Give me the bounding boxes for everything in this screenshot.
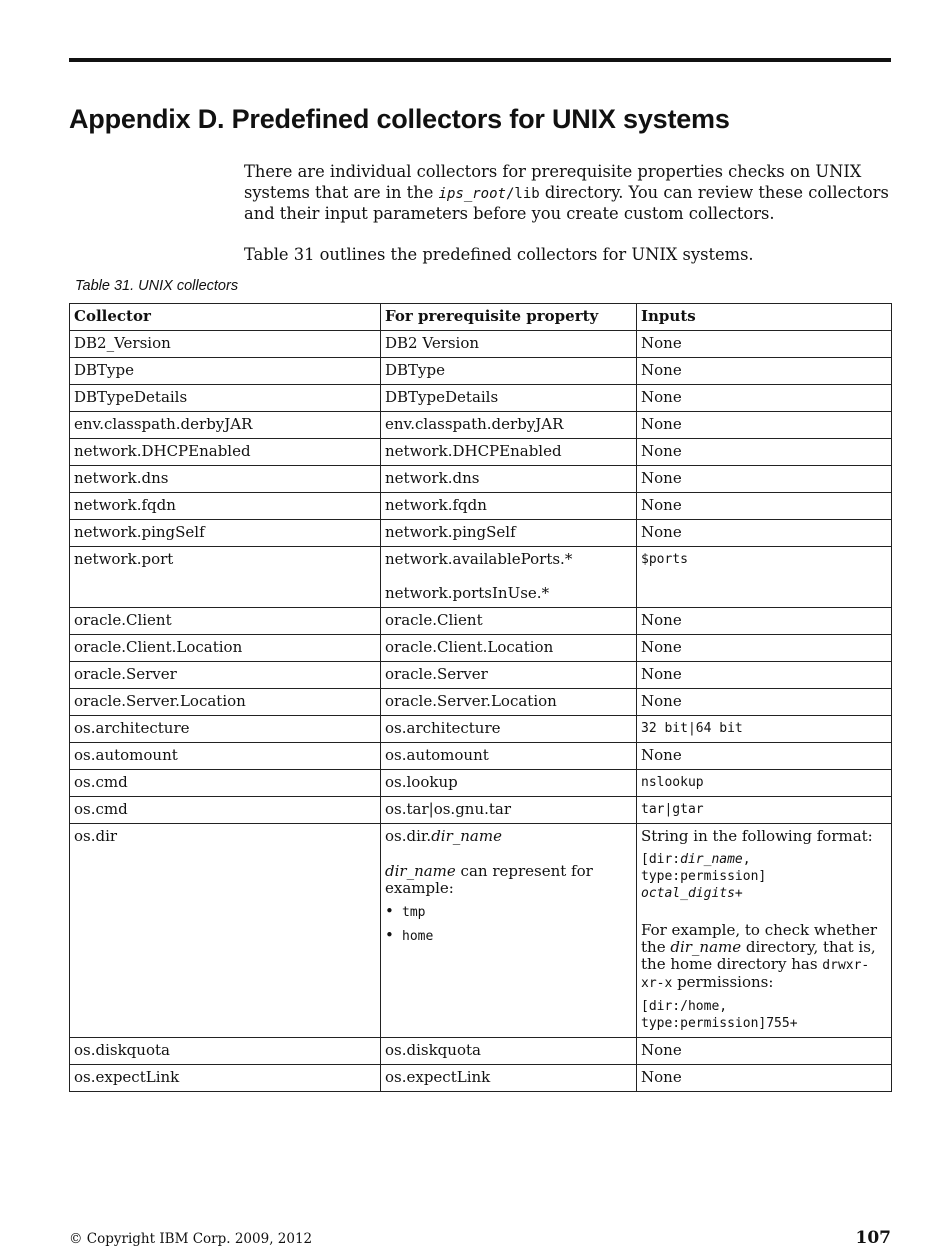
dir-sample-l1: [dir:/home,: [641, 999, 728, 1014]
dir-format-l1a: [dir:: [641, 852, 681, 867]
property-cell: oracle.Client: [381, 608, 637, 635]
dir-example-home: home: [402, 929, 434, 944]
table-row: [70, 493, 892, 520]
collector-cell: network.port: [70, 547, 381, 608]
table-header-row: [70, 304, 892, 331]
dir-example-b: directory, that is, the home directory has: [641, 938, 876, 973]
table-row: [70, 635, 892, 662]
inputs-cell: None: [637, 385, 892, 412]
collector-cell: oracle.Client.Location: [70, 635, 381, 662]
inputs-cell: tar|gtar: [637, 797, 892, 824]
inputs-cell: None: [637, 608, 892, 635]
dir-example-c: permissions:: [672, 973, 774, 991]
dir-note-var: dir_name: [385, 862, 456, 880]
table-row: [70, 331, 892, 358]
header-inputs: Inputs: [637, 304, 892, 331]
page-title: Appendix D. Predefined collectors for UNIX systems: [69, 104, 730, 134]
inputs-cell: None: [637, 358, 892, 385]
intro-text-1: There are individual collectors for prerequisite properties checks on UNIX systems that are in the: [244, 162, 862, 202]
collectors-table: [69, 303, 892, 1092]
header-property: For prerequisite property: [381, 304, 637, 331]
dir-format-l2: type:permission]: [641, 869, 767, 884]
dir-property-var: dir_name: [431, 827, 502, 845]
collector-cell: os.dir: [70, 824, 381, 1038]
inputs-cell: None: [637, 689, 892, 716]
top-rule: [69, 58, 891, 62]
property-cell: network.DHCPEnabled: [381, 439, 637, 466]
list-item: [385, 903, 632, 921]
collector-cell: DBTypeDetails: [70, 385, 381, 412]
table-row-os-dir: [70, 824, 892, 1038]
dir-note: [385, 863, 632, 897]
inputs-cell: [637, 824, 892, 1038]
dir-sample-code: [641, 998, 887, 1032]
property-cell: os.tar|os.gnu.tar: [381, 797, 637, 824]
inputs-cell: None: [637, 662, 892, 689]
collector-cell: os.cmd: [70, 770, 381, 797]
footer-page-number: 107: [855, 1228, 891, 1248]
collector-cell: os.architecture: [70, 716, 381, 743]
table-row: [70, 466, 892, 493]
property-cell: oracle.Client.Location: [381, 635, 637, 662]
intro-paragraph: [244, 162, 889, 225]
inputs-cell: 32 bit|64 bit: [637, 716, 892, 743]
dir-format-l1-var: dir_name: [680, 852, 743, 867]
dir-format-l3: octal_digits+: [641, 886, 743, 901]
property-line: network.portsInUse.*: [385, 584, 550, 602]
property-cell: DBTypeDetails: [381, 385, 637, 412]
collector-cell: network.dns: [70, 466, 381, 493]
collector-cell: oracle.Client: [70, 608, 381, 635]
list-item: [385, 927, 632, 945]
property-cell: os.architecture: [381, 716, 637, 743]
inputs-cell: None: [637, 1065, 892, 1092]
dir-property-prefix: os.dir.: [385, 827, 432, 845]
table-row: [70, 358, 892, 385]
property-cell: [381, 547, 637, 608]
collector-cell: network.fqdn: [70, 493, 381, 520]
property-cell: os.expectLink: [381, 1065, 637, 1092]
collector-cell: oracle.Server: [70, 662, 381, 689]
inputs-cell: None: [637, 743, 892, 770]
table-row: [70, 520, 892, 547]
table-caption: Table 31. UNIX collectors: [75, 278, 239, 294]
table-row: [70, 743, 892, 770]
header-collector: Collector: [70, 304, 381, 331]
dir-example-text: [641, 922, 887, 992]
inputs-cell: None: [637, 1038, 892, 1065]
table-row: [70, 1065, 892, 1092]
table-intro: Table 31 outlines the predefined collectors for UNIX systems.: [244, 245, 754, 264]
property-cell: oracle.Server.Location: [381, 689, 637, 716]
table-row: [70, 1038, 892, 1065]
inputs-cell: nslookup: [637, 770, 892, 797]
property-cell: env.classpath.derbyJAR: [381, 412, 637, 439]
collector-cell: network.pingSelf: [70, 520, 381, 547]
inputs-cell: None: [637, 520, 892, 547]
collector-cell: os.automount: [70, 743, 381, 770]
property-cell: [381, 824, 637, 1038]
property-cell: network.pingSelf: [381, 520, 637, 547]
collector-cell: oracle.Server.Location: [70, 689, 381, 716]
dir-example-perm: drwxr-xr-x: [641, 958, 870, 991]
inputs-cell: None: [637, 412, 892, 439]
inputs-cell: None: [637, 466, 892, 493]
inputs-cell: None: [637, 635, 892, 662]
collector-cell: DBType: [70, 358, 381, 385]
inputs-cell: $ports: [637, 547, 892, 608]
property-cell: oracle.Server: [381, 662, 637, 689]
dir-format-code: [641, 851, 887, 902]
table-row: [70, 439, 892, 466]
table-row: [70, 797, 892, 824]
inputs-cell: None: [637, 439, 892, 466]
dir-inputs-intro: String in the following format:: [641, 827, 873, 845]
table-row: [70, 770, 892, 797]
table-row: [70, 385, 892, 412]
dir-sample-l2: type:permission]755+: [641, 1016, 798, 1031]
table-row: [70, 716, 892, 743]
table-row: [70, 608, 892, 635]
inputs-cell: None: [637, 493, 892, 520]
property-cell: network.dns: [381, 466, 637, 493]
table-row: [70, 662, 892, 689]
intro-path-var: ips_root: [438, 185, 506, 202]
collector-cell: DB2_Version: [70, 331, 381, 358]
intro-text-2: directory. You can review these collectors and their input parameters before you create custom collectors.: [244, 182, 889, 223]
property-cell: os.automount: [381, 743, 637, 770]
collector-cell: network.DHCPEnabled: [70, 439, 381, 466]
property-cell: network.fqdn: [381, 493, 637, 520]
dir-format-l1b: ,: [742, 852, 751, 867]
dir-example-var: dir_name: [670, 938, 742, 956]
dir-example-a: For example, to check whether the: [641, 921, 878, 956]
collector-cell: os.diskquota: [70, 1038, 381, 1065]
property-cell: DBType: [381, 358, 637, 385]
inputs-cell: None: [637, 331, 892, 358]
table-row: [70, 412, 892, 439]
dir-note-text: can represent for example:: [385, 862, 593, 897]
property-cell: os.lookup: [381, 770, 637, 797]
collector-cell: env.classpath.derbyJAR: [70, 412, 381, 439]
footer-copyright: © Copyright IBM Corp. 2009, 2012: [69, 1231, 313, 1247]
table-row: [70, 547, 892, 608]
collector-cell: os.cmd: [70, 797, 381, 824]
property-cell: DB2 Version: [381, 331, 637, 358]
property-line: network.availablePorts.*: [385, 550, 573, 568]
dir-example-tmp: tmp: [402, 905, 426, 920]
property-cell: os.diskquota: [381, 1038, 637, 1065]
table-row: [70, 689, 892, 716]
collector-cell: os.expectLink: [70, 1065, 381, 1092]
dir-examples-list: [385, 903, 632, 945]
intro-path-rest: /lib: [505, 185, 540, 202]
dir-property: [385, 828, 632, 845]
